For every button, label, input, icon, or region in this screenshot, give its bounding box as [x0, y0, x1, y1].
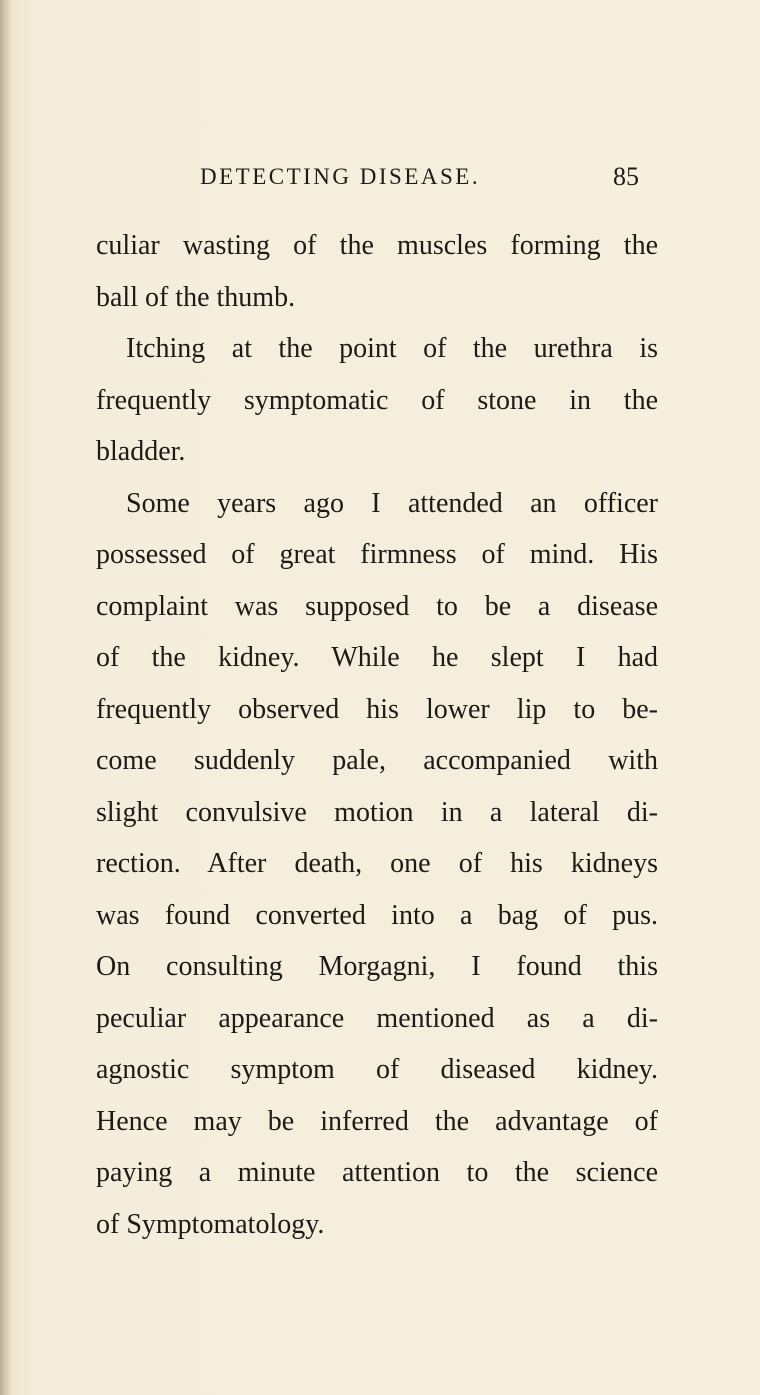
text-line: complaint was supposed to be a disease [96, 590, 658, 622]
running-head [0, 157, 760, 197]
text-line: bladder. [96, 436, 186, 467]
text-line: of Symptomatology. [96, 1208, 325, 1240]
text-line: agnostic symptom of diseased kidney. [96, 1054, 658, 1085]
text-line: ball of the thumb. [96, 281, 296, 313]
text-line: was found converted into a bag of pus. [96, 899, 658, 931]
text-line: possessed of great firmness of mind. His [96, 539, 658, 570]
text-line: come suddenly pale, accompanied with [96, 745, 658, 776]
text-line: frequently symptomatic of stone in the [96, 384, 658, 416]
body-text [96, 220, 658, 1250]
text-line: On consulting Morgagni, I found this [96, 951, 658, 982]
running-head-title: DETECTING DISEASE. [200, 164, 481, 189]
text-line: peculiar appearance mentioned as a di- [96, 1002, 658, 1034]
text-line: frequently observed his lower lip to be- [96, 693, 658, 725]
binding-gutter-shadow [0, 0, 12, 1395]
text-line: of the kidney. While he slept I had [96, 642, 658, 673]
text-line: Some years ago I attended an officer [126, 487, 658, 519]
text-line: Hence may be inferred the advantage of [96, 1105, 658, 1137]
text-line: paying a minute attention to the science [96, 1157, 658, 1188]
text-line: Itching at the point of the urethra is [126, 333, 658, 364]
text-line: culiar wasting of the muscles forming the [96, 230, 658, 261]
text-line: slight convulsive motion in a lateral di- [96, 796, 658, 828]
text-line: rection. After death, one of his kidneys [96, 848, 658, 879]
page-number: 85 [613, 162, 639, 191]
